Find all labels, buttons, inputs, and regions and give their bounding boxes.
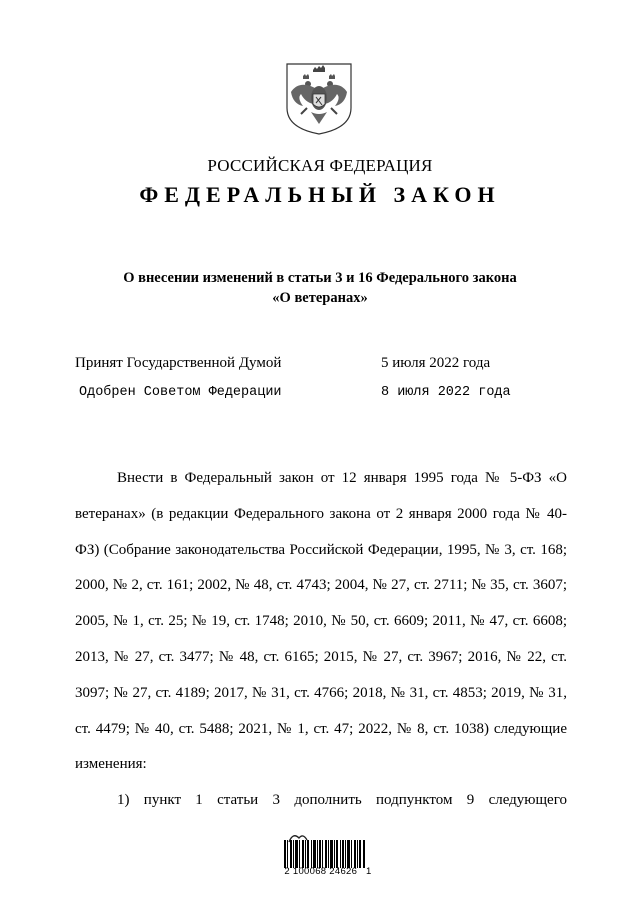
law-title bbox=[0, 268, 640, 308]
duma-adoption-label: Принят Государственной Думой bbox=[75, 355, 282, 371]
body-paragraph-1: Внести в Федеральный закон от 12 января 1995 года № 5-ФЗ «О ветеранах» (в редакции Федерального закона от 2 января 2000 года № 40-ФЗ) (Собрание законодательства Российской Федерации, 1995, № 3, ст. 168; 2000, № 2, ст. 161; 2002, № 48, ст. 4743; 2004, № 27, ст. 2711; № 35, ст. 3607; 2005, № 1, ст. 25; № 19, ст. 1748; 2010, № 50, ст. 6609; 2011, № 47, ст. 6608; 2013, № 27, ст. 3477; № 48, ст. 6165; 2015, № 27, ст. 3967; 2016, № 22, ст. 3097; № 27, ст. 4189; 2017, № 31, ст. 4766; 2018, № 31, ст. 4853; 2019, № 31, ст. 4479; № 40, ст. 5488; 2021, № 1, ст. 47; 2022, № 8, ст. 1038) следующие изменения: bbox=[75, 470, 567, 773]
law-body bbox=[75, 461, 567, 819]
duma-adoption-date: 5 июля 2022 года bbox=[381, 355, 491, 371]
law-title-line-2: «О ветеранах» bbox=[272, 290, 368, 306]
document-type: ФЕДЕРАЛЬНЫЙ ЗАКОН bbox=[139, 182, 501, 207]
council-approval-label: Одобрен Советом Федерации bbox=[79, 385, 282, 400]
coat-of-arms-emblem bbox=[285, 62, 353, 136]
law-title-line-1: О внесении изменений в статьи 3 и 16 Федерального закона bbox=[123, 270, 517, 286]
country-name: РОССИЙСКАЯ ФЕДЕРАЦИЯ bbox=[207, 156, 433, 175]
council-approval-date: 8 июля 2022 года bbox=[381, 385, 511, 400]
body-paragraph-2: 1) пункт 1 статьи 3 дополнить подпунктом 9 следующего bbox=[117, 792, 567, 809]
barcode-number: 2 100068 24626 1 bbox=[284, 866, 372, 877]
barcode bbox=[284, 840, 366, 868]
